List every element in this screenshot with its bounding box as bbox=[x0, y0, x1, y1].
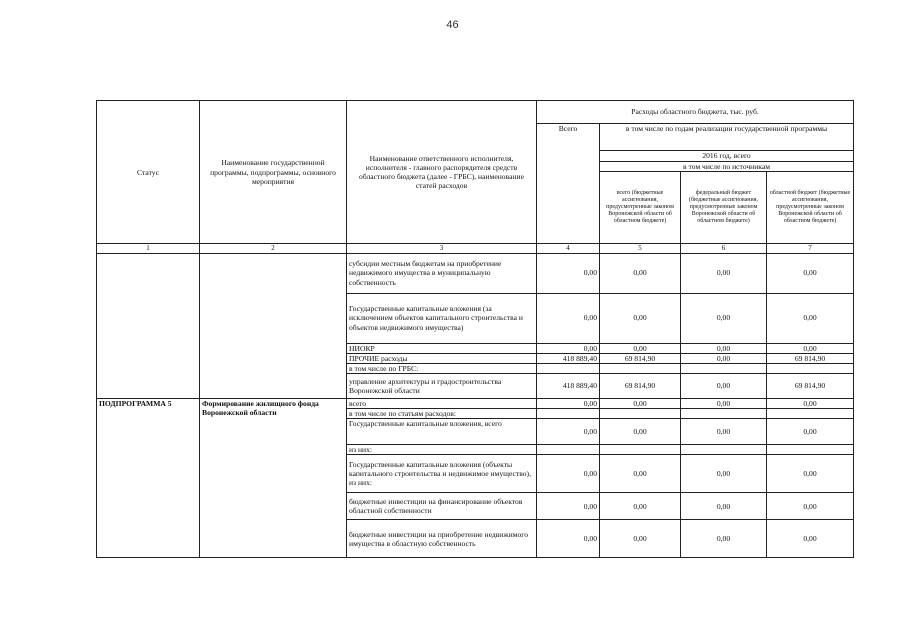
value-total: 0,00 bbox=[537, 455, 600, 493]
expense-item: управление архитектуры и градостроительства Воронежской области bbox=[347, 373, 537, 398]
col-number: 4 bbox=[537, 244, 600, 253]
header-by-years: в том числе по годам реализации государственной программы bbox=[600, 124, 854, 151]
budget-table bbox=[96, 100, 854, 558]
header-status: Статус bbox=[97, 101, 200, 244]
value-year bbox=[600, 408, 681, 418]
value-year: 0,00 bbox=[600, 419, 681, 445]
value-regional: 0,00 bbox=[767, 293, 854, 343]
value-total: 0,00 bbox=[537, 419, 600, 445]
value-federal: 0,00 bbox=[681, 493, 767, 520]
value-year: 69 814,90 bbox=[600, 373, 681, 398]
value-total: 418 889,40 bbox=[537, 373, 600, 398]
value-federal bbox=[681, 408, 767, 418]
value-total: 0,00 bbox=[537, 293, 600, 343]
header-src-total: всего (бюджетные ассигнования, предусмотренные законом Воронежской области об областном бюджете) bbox=[600, 172, 681, 244]
value-total: 0,00 bbox=[537, 343, 600, 353]
program-name-cell bbox=[200, 253, 347, 398]
expense-item: в том числе по ГРБС: bbox=[347, 363, 537, 373]
value-federal: 0,00 bbox=[681, 343, 767, 353]
value-year: 0,00 bbox=[600, 343, 681, 353]
subprogram-status: ПОДПРОГРАММА 5 bbox=[97, 398, 200, 557]
header-by-sources: в том числе по источникам bbox=[600, 162, 854, 172]
value-regional: 69 814,90 bbox=[767, 373, 854, 398]
value-federal: 0,00 bbox=[681, 419, 767, 445]
value-federal: 0,00 bbox=[681, 373, 767, 398]
expense-item: ПРОЧИЕ расходы bbox=[347, 353, 537, 363]
value-total bbox=[537, 408, 600, 418]
expense-item: из них: bbox=[347, 445, 537, 455]
value-regional: 0,00 bbox=[767, 343, 854, 353]
value-year: 0,00 bbox=[600, 493, 681, 520]
value-total bbox=[537, 445, 600, 455]
table-row bbox=[97, 253, 854, 293]
header-total: Всего bbox=[537, 124, 600, 244]
value-year: 69 814,90 bbox=[600, 353, 681, 363]
value-regional bbox=[767, 408, 854, 418]
value-regional: 0,00 bbox=[767, 419, 854, 445]
value-year: 0,00 bbox=[600, 398, 681, 408]
value-regional: 0,00 bbox=[767, 493, 854, 520]
expense-item: Государственные капитальные вложения (за исключением объектов капитального строительства и объектов недвижимого имущества) bbox=[347, 293, 537, 343]
expense-item: НИОКР bbox=[347, 343, 537, 353]
value-year: 0,00 bbox=[600, 253, 681, 293]
col-number: 1 bbox=[97, 244, 200, 253]
value-federal: 0,00 bbox=[681, 520, 767, 558]
value-year: 0,00 bbox=[600, 455, 681, 493]
value-federal bbox=[681, 363, 767, 373]
value-regional bbox=[767, 445, 854, 455]
value-federal: 0,00 bbox=[681, 253, 767, 293]
expense-item: всего bbox=[347, 398, 537, 408]
value-federal: 0,00 bbox=[681, 293, 767, 343]
value-regional: 69 814,90 bbox=[767, 353, 854, 363]
value-regional: 0,00 bbox=[767, 253, 854, 293]
header-src-federal: федеральный бюджет (бюджетные ассигнования, предусмотренные законом Воронежской области об областном бюджете) bbox=[681, 172, 767, 244]
subprogram-name: Формирование жилищного фонда Воронежской области bbox=[200, 398, 347, 557]
value-total bbox=[537, 363, 600, 373]
header-executor: Наименование ответственного исполнителя, исполнителя - главного распорядителя средств областного бюджета (далее - ГРБС), наименование статей расходов bbox=[347, 101, 537, 244]
value-total: 0,00 bbox=[537, 493, 600, 520]
value-year: 0,00 bbox=[600, 520, 681, 558]
status-cell bbox=[97, 253, 200, 398]
expense-item: в том числе по статьям расходов: bbox=[347, 408, 537, 418]
expense-item: Государственные капитальные вложения (объекты капитального строительства и недвижимое имущество), из них: bbox=[347, 455, 537, 493]
value-total: 0,00 bbox=[537, 520, 600, 558]
value-year: 0,00 bbox=[600, 293, 681, 343]
header-program-name: Наименование государственной программы, подпрограммы, основного мероприятия bbox=[200, 101, 347, 244]
value-total: 0,00 bbox=[537, 253, 600, 293]
value-regional: 0,00 bbox=[767, 398, 854, 408]
value-year bbox=[600, 445, 681, 455]
table-row bbox=[97, 398, 854, 408]
value-regional: 0,00 bbox=[767, 520, 854, 558]
page-number: 46 bbox=[446, 19, 459, 31]
col-number: 2 bbox=[200, 244, 347, 253]
value-federal: 0,00 bbox=[681, 398, 767, 408]
expense-item: субсидии местным бюджетам на приобретение недвижимого имущества в муниципальную собственность bbox=[347, 253, 537, 293]
col-number: 5 bbox=[600, 244, 681, 253]
value-regional bbox=[767, 363, 854, 373]
value-year bbox=[600, 363, 681, 373]
value-total: 418 889,40 bbox=[537, 353, 600, 363]
col-number: 6 bbox=[681, 244, 767, 253]
header-src-regional: областной бюджет (бюджетные ассигнования, предусмотренные законом Воронежской области об областном бюджете) bbox=[767, 172, 854, 244]
value-federal bbox=[681, 445, 767, 455]
expense-item: бюджетные инвестиции на приобретение недвижимого имущества в областную собственность bbox=[347, 520, 537, 558]
header-expenses-title: Расходы областного бюджета, тыс. руб. bbox=[537, 101, 854, 124]
value-federal: 0,00 bbox=[681, 455, 767, 493]
expense-item: Государственные капитальные вложения, всего bbox=[347, 419, 537, 445]
value-federal: 0,00 bbox=[681, 353, 767, 363]
value-regional: 0,00 bbox=[767, 455, 854, 493]
expense-item: бюджетные инвестиции на финансирование объектов областной собственности bbox=[347, 493, 537, 520]
header-year-total: 2016 год, всего bbox=[600, 151, 854, 162]
col-number: 7 bbox=[767, 244, 854, 253]
value-total: 0,00 bbox=[537, 398, 600, 408]
col-number: 3 bbox=[347, 244, 537, 253]
